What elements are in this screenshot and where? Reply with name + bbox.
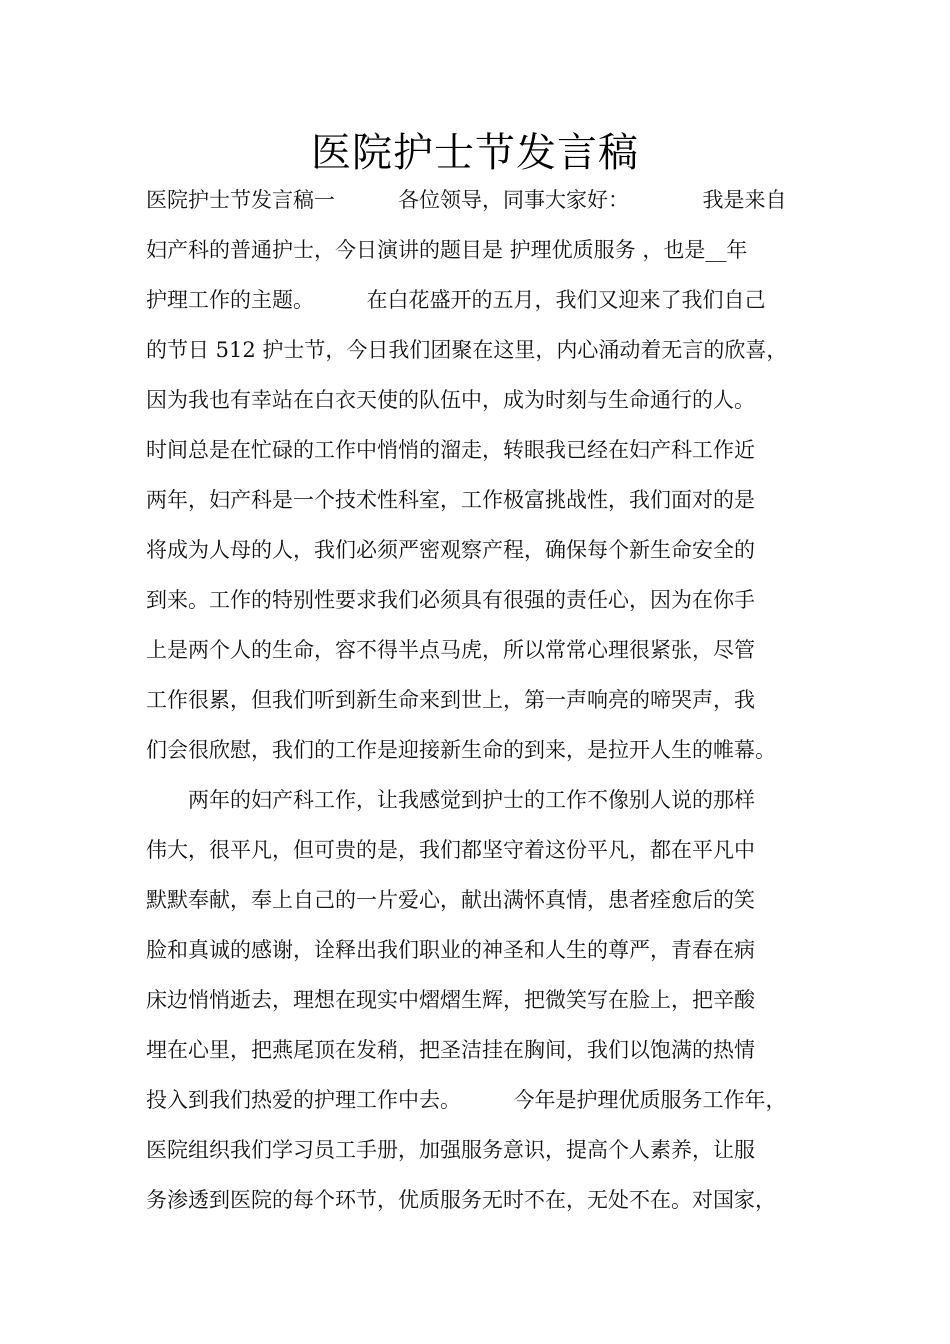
body-line: 医院护士节发言稿一 各位领导，同事大家好： 我是来自 (146, 188, 787, 212)
body-line: 妇产科的普通护士，今日演讲的题目是 护理优质服务 ，也是__年 (146, 238, 748, 262)
body-line: 因为我也有幸站在白衣天使的队伍中，成为时刻与生命通行的人。 (146, 388, 755, 412)
body-line: 投入到我们热爱的护理工作中去。 今年是护理优质服务工作年， (146, 1088, 787, 1112)
body-line: 伟大，很平凡，但可贵的是，我们都坚守着这份平凡，都在平凡中 (146, 838, 755, 862)
body-line: 埋在心里，把燕尾顶在发稍，把圣洁挂在胸间，我们以饱满的热情 (146, 1038, 755, 1062)
body-line: 医院组织我们学习员工手册，加强服务意识，提高个人素养，让服 (146, 1138, 755, 1162)
body-line: 床边悄悄逝去，理想在现实中熠熠生辉，把微笑写在脸上，把辛酸 (146, 988, 755, 1012)
document-title: 医院护士节发言稿 (311, 130, 639, 176)
body-line: 务渗透到医院的每个环节，优质服务无时不在，无处不在。对国家， (146, 1188, 776, 1212)
body-line: 时间总是在忙碌的工作中悄悄的溜走，转眼我已经在妇产科工作近 (146, 438, 755, 462)
body-line: 的节日 512 护士节，今日我们团聚在这里，内心涌动着无言的欣喜， (146, 338, 788, 362)
body-line: 们会很欣慰，我们的工作是迎接新生命的到来，是拉开人生的帷幕。 (146, 738, 776, 762)
body-line: 两年的妇产科工作，让我感觉到护士的工作不像别人说的那样 (146, 788, 755, 812)
body-line: 到来。工作的特别性要求我们必须具有很强的责任心，因为在你手 (146, 588, 755, 612)
body-line: 上是两个人的生命，容不得半点马虎，所以常常心理很紧张，尽管 (146, 638, 755, 662)
body-line: 护理工作的主题。 在白花盛开的五月，我们又迎来了我们自己 (146, 288, 766, 312)
body-line: 将成为人母的人，我们必须严密观察产程，确保每个新生命安全的 (146, 538, 755, 562)
body-line: 脸和真诚的感谢，诠释出我们职业的神圣和人生的尊严，青春在病 (146, 938, 755, 962)
body-line: 默默奉献，奉上自己的一片爱心，献出满怀真情，患者痊愈后的笑 (146, 888, 755, 912)
body-line: 工作很累，但我们听到新生命来到世上，第一声响亮的啼哭声，我 (146, 688, 755, 712)
body-line: 两年，妇产科是一个技术性科室，工作极富挑战性，我们面对的是 (146, 488, 755, 512)
